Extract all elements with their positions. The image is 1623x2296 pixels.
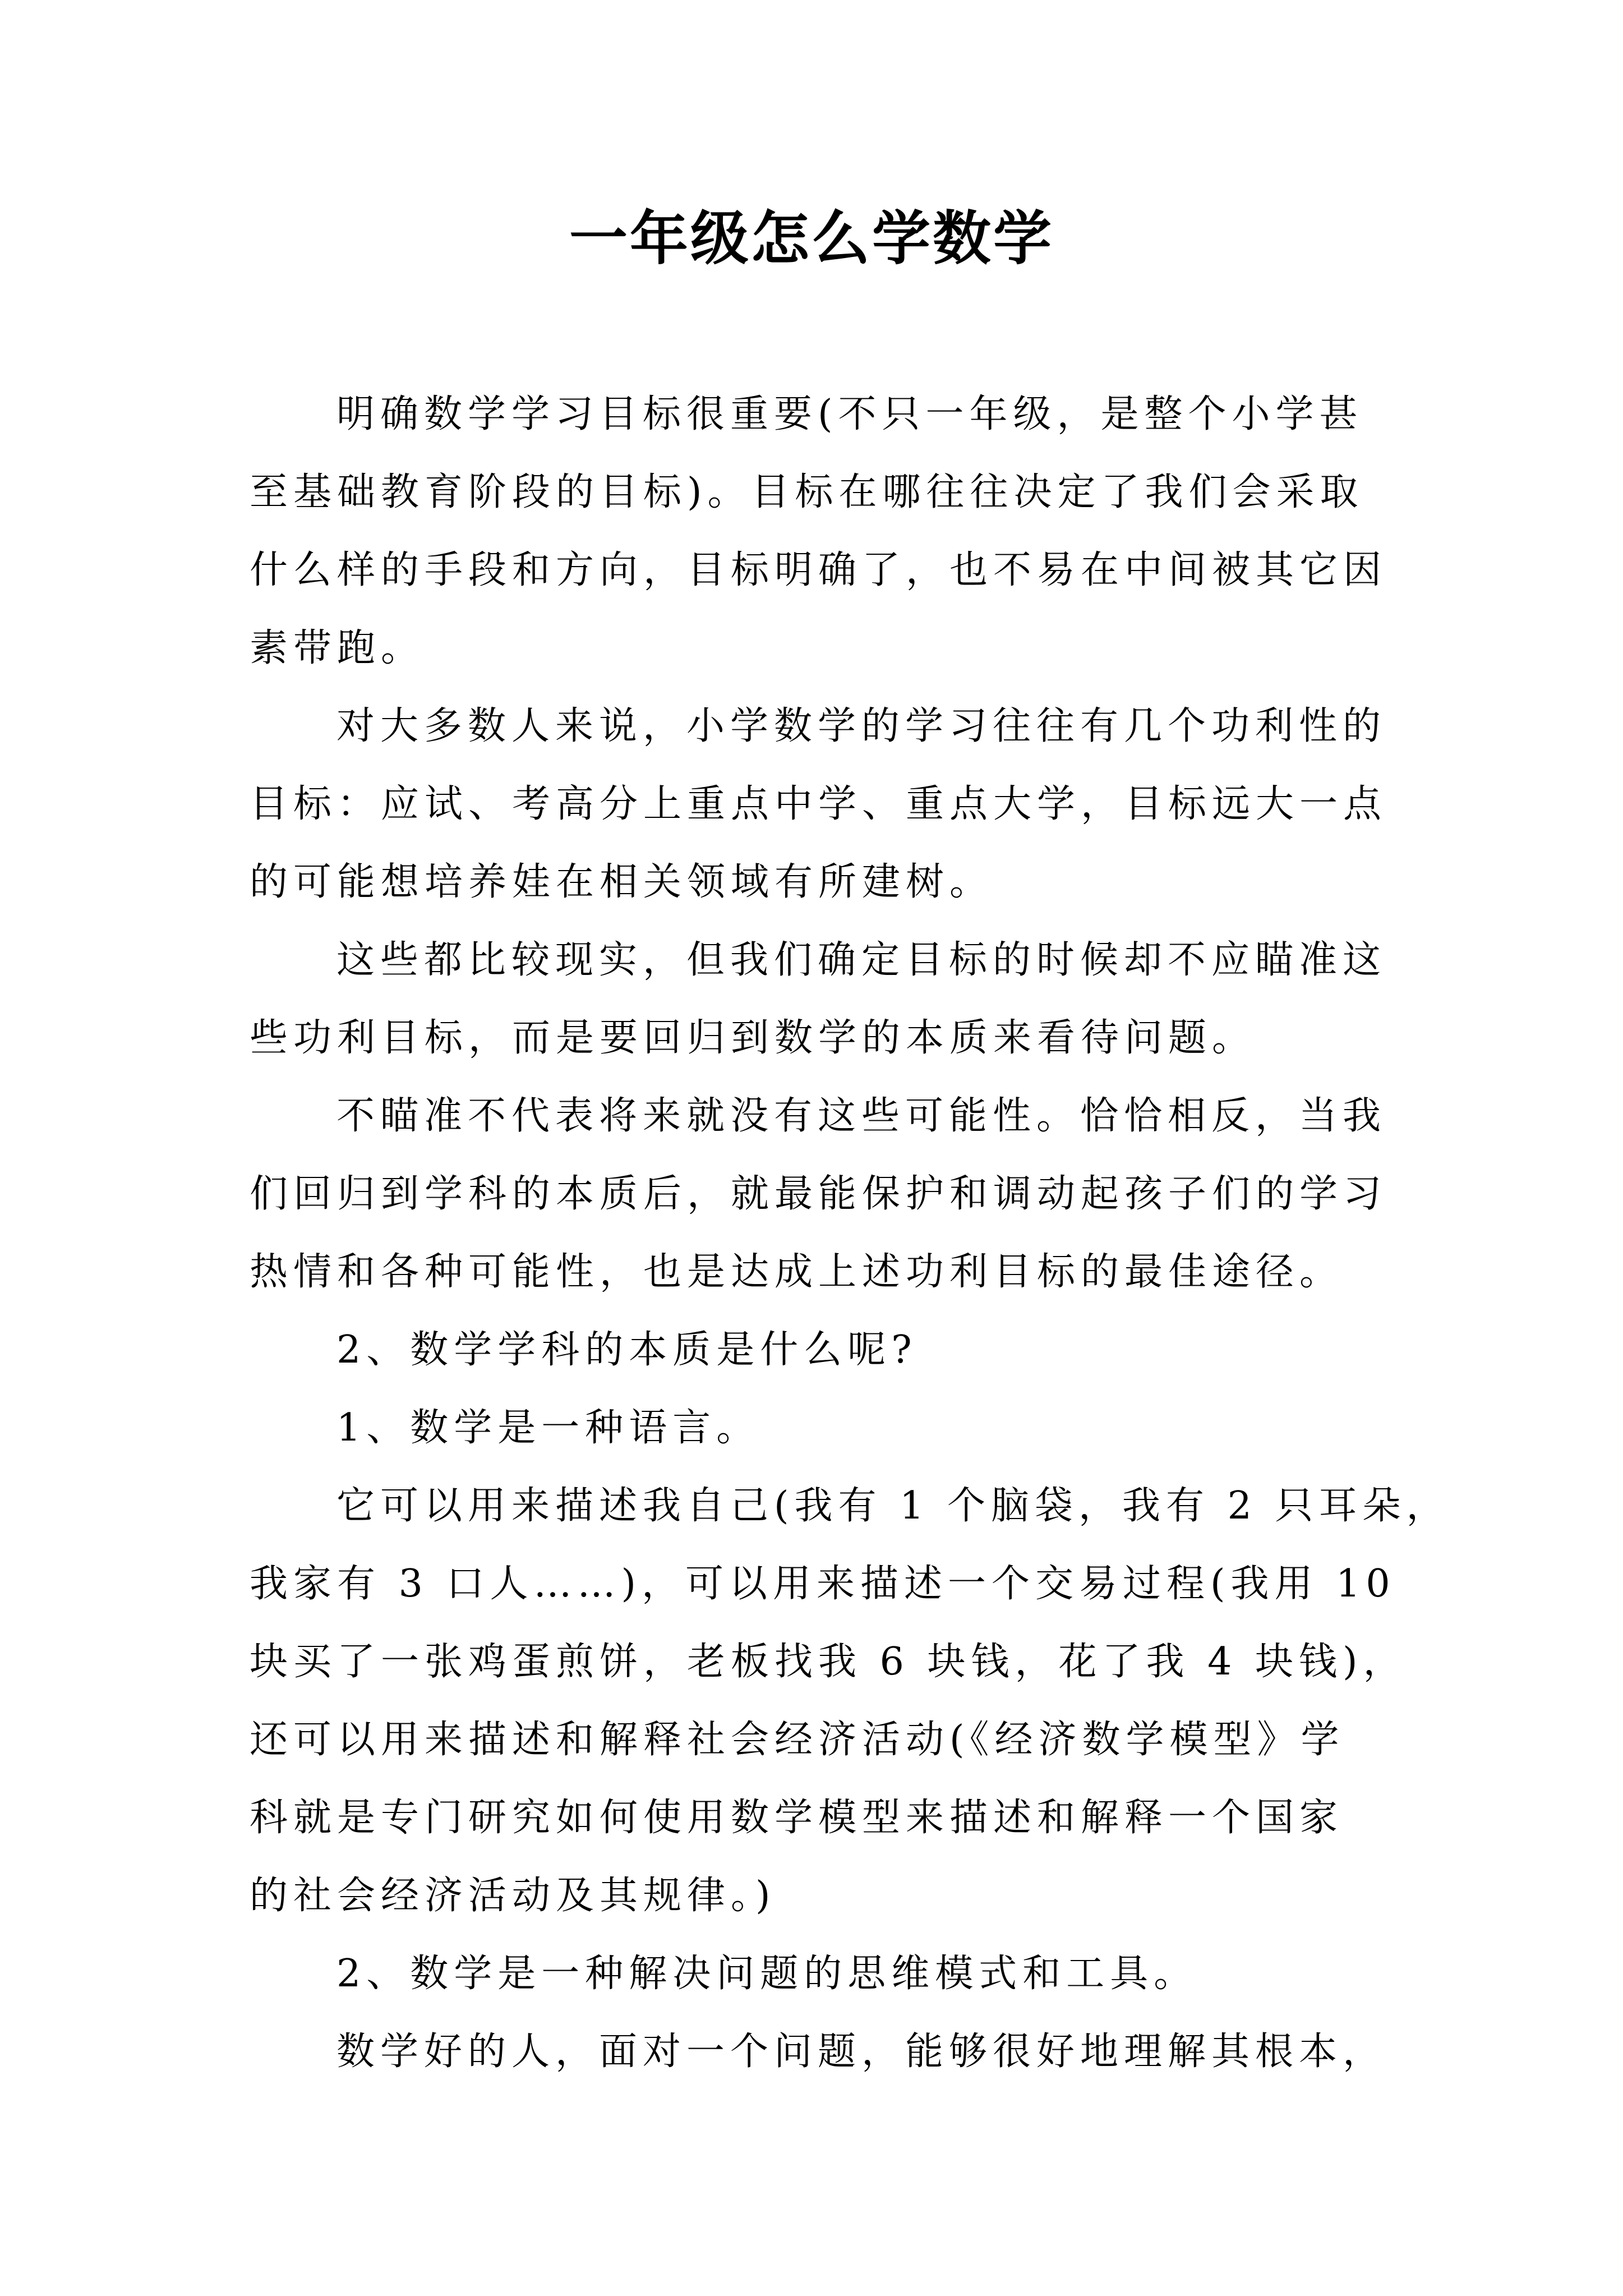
paragraph-line: 我家有 3 口人……)，可以用来描述一个交易过程(我用 10 xyxy=(250,1562,1396,1606)
section-heading: 2、数学是一种解决问题的思维模式和工具。 xyxy=(336,1952,1198,1996)
paragraph-line: 的社会经济活动及其规律。) xyxy=(250,1874,776,1918)
paragraph-line: 它可以用来描述我自己(我有 1 个脑袋，我有 2 只耳朵， xyxy=(336,1484,1450,1528)
paragraph-line: 这些都比较现实，但我们确定目标的时候却不应瞄准这 xyxy=(336,938,1387,982)
paragraph-line: 热情和各种可能性，也是达成上述功利目标的最佳途径。 xyxy=(250,1250,1344,1294)
paragraph-line: 还可以用来描述和解释社会经济活动(《经济数学模型》学 xyxy=(250,1718,1345,1762)
paragraph-line: 数学好的人，面对一个问题，能够很好地理解其根本， xyxy=(336,2030,1387,2074)
paragraph-line: 对大多数人来说，小学数学的学习往往有几个功利性的 xyxy=(336,704,1387,748)
document-title: 一年级怎么学数学 xyxy=(569,204,1054,273)
paragraph-line: 些功利目标，而是要回归到数学的本质来看待问题。 xyxy=(250,1016,1256,1060)
paragraph-line: 至基础教育阶段的目标)。目标在哪往往决定了我们会采取 xyxy=(250,470,1364,514)
paragraph-line: 目标：应试、考高分上重点中学、重点大学，目标远大一点 xyxy=(250,782,1387,826)
section-heading: 2、数学学科的本质是什么呢? xyxy=(336,1328,917,1372)
paragraph-line: 素带跑。 xyxy=(250,626,425,670)
paragraph-line: 的可能想培养娃在相关领域有所建树。 xyxy=(250,860,994,904)
paragraph-line: 明确数学学习目标很重要(不只一年级，是整个小学甚 xyxy=(336,392,1363,436)
section-heading: 1、数学是一种语言。 xyxy=(336,1406,760,1450)
paragraph-line: 科就是专门研究如何使用数学模型来描述和解释一个国家 xyxy=(250,1796,1344,1840)
paragraph-line: 块买了一张鸡蛋煎饼，老板找我 6 块钱，花了我 4 块钱)， xyxy=(250,1640,1407,1684)
paragraph-line: 不瞄准不代表将来就没有这些可能性。恰恰相反，当我 xyxy=(336,1094,1387,1138)
paragraph-line: 什么样的手段和方向，目标明确了，也不易在中间被其它因 xyxy=(250,548,1387,592)
paragraph-line: 们回归到学科的本质后，就最能保护和调动起孩子们的学习 xyxy=(250,1172,1387,1216)
